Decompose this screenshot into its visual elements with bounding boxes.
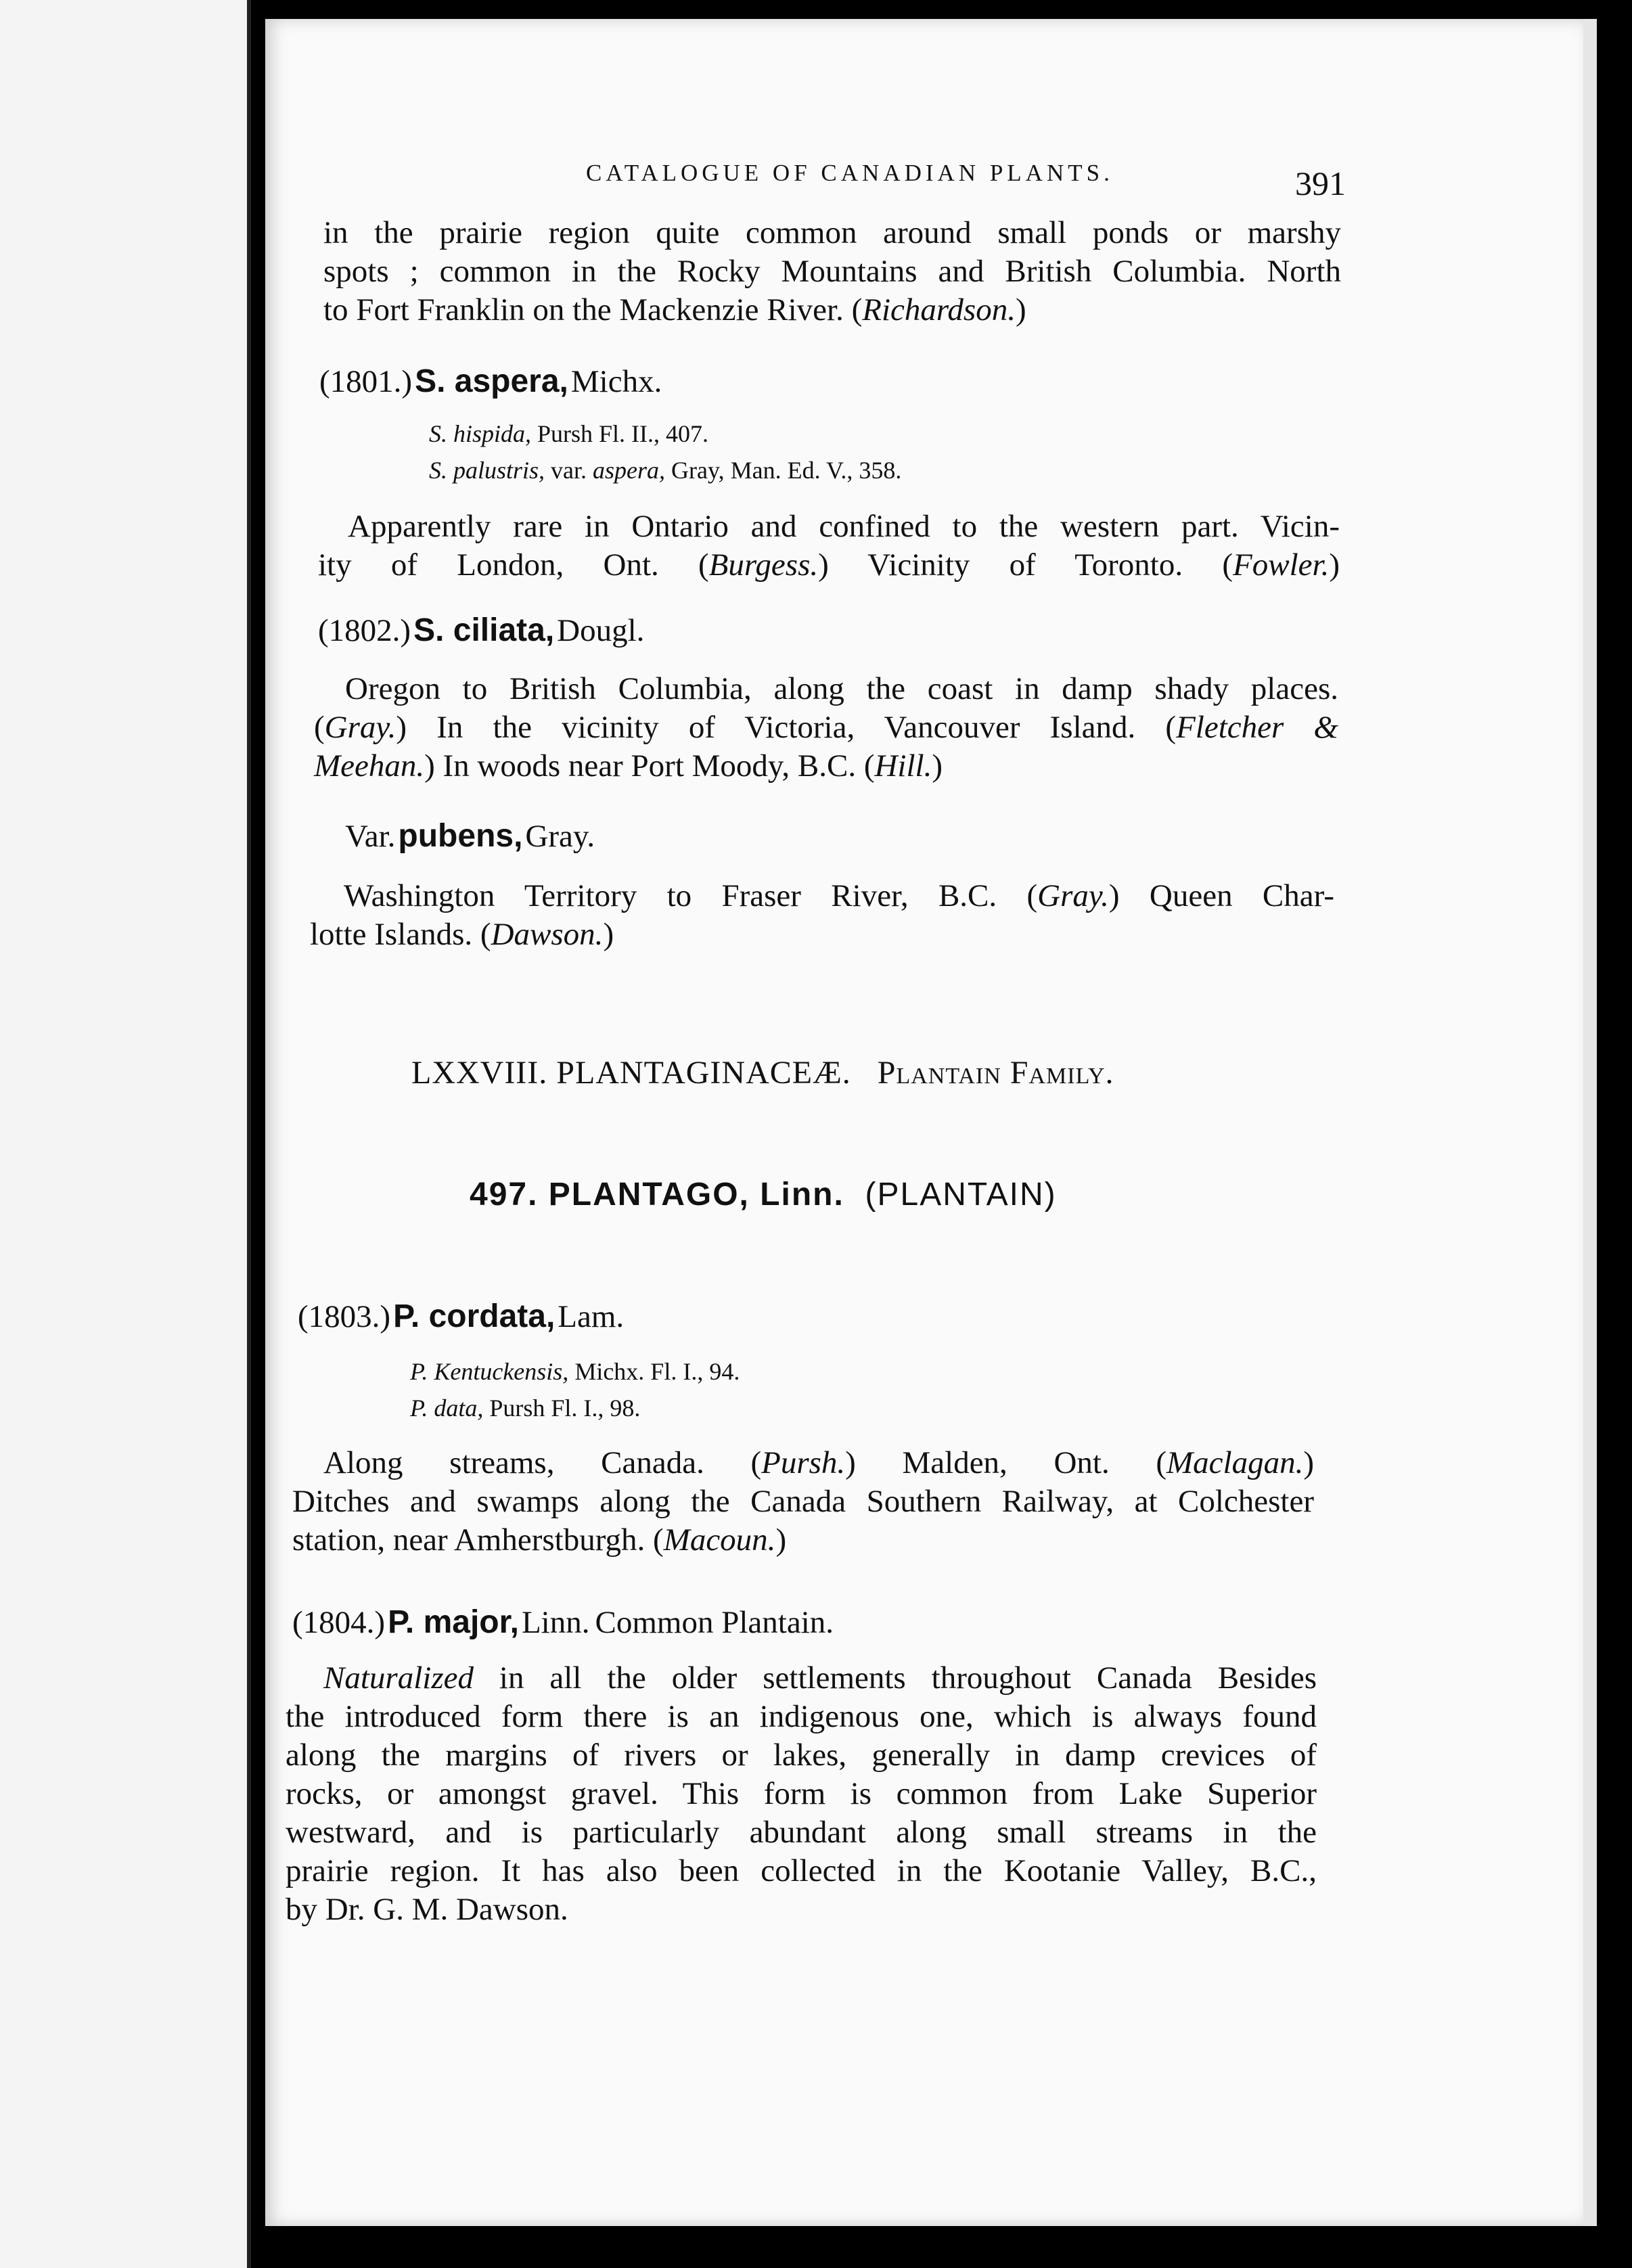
text-line: along the margins of rivers or lakes, generally in damp crevices of bbox=[286, 1738, 1317, 1773]
text-line: by Dr. G. M. Dawson. bbox=[286, 1892, 568, 1927]
family-heading: LXXVIII. PLANTAGINACEÆ. Plantain Family. bbox=[411, 1055, 1114, 1091]
text-line: lotte Islands. (Dawson.) bbox=[310, 917, 614, 952]
description-1804 bbox=[286, 1659, 1317, 1929]
species-heading-1803: (1803.) P. cordata, Lam. bbox=[298, 1298, 625, 1334]
synonym-line: S. hispida, Pursh Fl. II., 407. bbox=[429, 420, 709, 447]
species-heading-1802: (1802.) S. ciliata, Dougl. bbox=[318, 612, 645, 648]
text-line: Washington Territory to Fraser River, B.C. (Gray.) Queen Char- bbox=[344, 878, 1334, 913]
text-line: Apparently rare in Ontario and confined to the western part. Vicin- bbox=[348, 509, 1340, 544]
text-line: prairie region. It has also been collected in the Kootanie Valley, B.C., bbox=[286, 1853, 1317, 1888]
synonym-line: P. Kentuckensis, Michx. Fl. I., 94. bbox=[410, 1358, 740, 1385]
genus-heading: 497. PLANTAGO, Linn. (PLANTAIN) bbox=[470, 1177, 1057, 1212]
facing-page-margin bbox=[0, 0, 251, 2268]
text-line: Ditches and swamps along the Canada Southern Railway, at Colchester bbox=[292, 1484, 1314, 1519]
text-line: station, near Amherstburgh. (Macoun.) bbox=[292, 1522, 787, 1558]
text-line: Naturalized in all the older settlements throughout Canada Besides bbox=[323, 1660, 1317, 1696]
intro-paragraph bbox=[323, 214, 1341, 330]
text-line: ity of London, Ont. (Burgess.) Vicinity of Toronto. (Fowler.) bbox=[318, 547, 1340, 583]
text-line: westward, and is particularly abundant along small streams in the bbox=[286, 1815, 1317, 1850]
text-line: spots ; common in the Rocky Mountains and British Columbia. North bbox=[323, 254, 1341, 289]
text-line: Along streams, Canada. (Pursh.) Malden, Ont. (Maclagan.) bbox=[323, 1445, 1314, 1480]
text-line: rocks, or amongst gravel. This form is common from Lake Superior bbox=[286, 1776, 1317, 1811]
species-heading-1804: (1804.) P. major, Linn. Common Plantain. bbox=[292, 1604, 834, 1640]
synonym-line: P. data, Pursh Fl. I., 98. bbox=[410, 1394, 641, 1422]
text-line: Meehan.) In woods near Port Moody, B.C. (Hill.) bbox=[314, 748, 943, 784]
text-line: to Fort Franklin on the Mackenzie River. (Richardson.) bbox=[323, 292, 1026, 327]
synonym-line: S. palustris, var. aspera, Gray, Man. Ed. V., 358. bbox=[429, 457, 902, 484]
text-line: in the prairie region quite common around small ponds or marshy bbox=[323, 215, 1341, 250]
description-1802 bbox=[314, 670, 1338, 786]
running-title: CATALOGUE OF CANADIAN PLANTS. bbox=[586, 160, 1114, 186]
book-page bbox=[265, 19, 1597, 2226]
text-line: (Gray.) In the vicinity of Victoria, Vancouver Island. (Fletcher & bbox=[314, 710, 1338, 745]
variety-heading: Var. pubens, Gray. bbox=[345, 818, 595, 854]
description-1803 bbox=[292, 1444, 1314, 1560]
text-line: Oregon to British Columbia, along the coast in damp shady places. bbox=[345, 671, 1338, 706]
description-variety bbox=[310, 877, 1334, 954]
page-number: 391 bbox=[1295, 164, 1346, 202]
text-line: the introduced form there is an indigenous one, which is always found bbox=[286, 1699, 1317, 1734]
description-1801 bbox=[318, 507, 1340, 585]
species-heading-1801: (1801.) S. aspera, Michx. bbox=[319, 363, 662, 399]
